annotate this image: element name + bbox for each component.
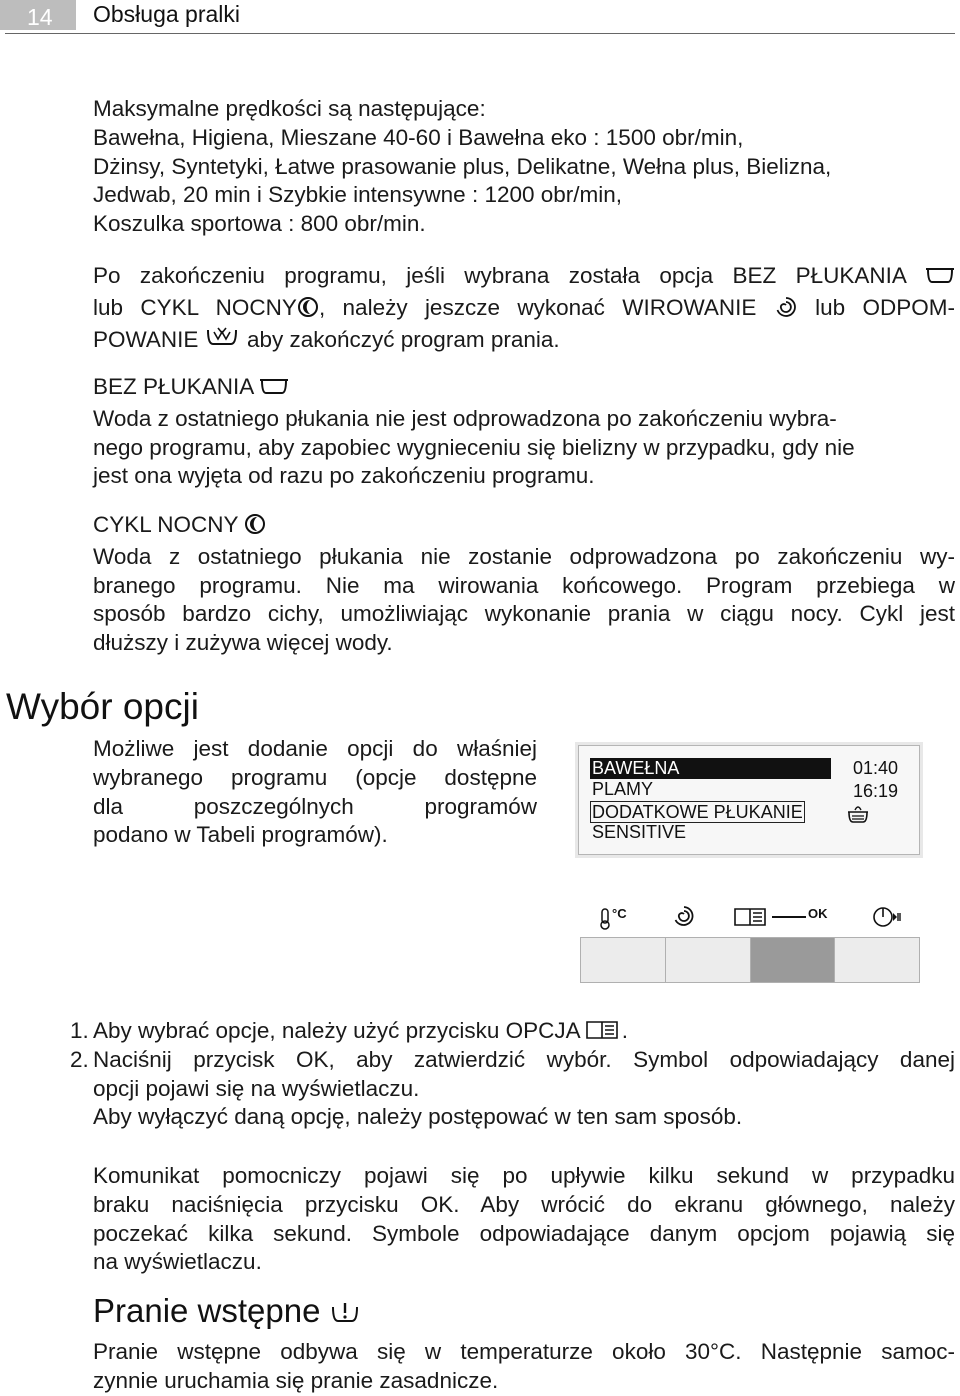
list-number: 2. [70, 1046, 89, 1072]
option-book-icon [586, 1019, 622, 1049]
step-line: Naciśnij przycisk OK, aby zatwierdzić wybór. Symbol odpowiadający danej [93, 1046, 955, 1072]
display-line-focused: DODATKOWE PŁUKANIE [592, 802, 803, 822]
no-rinse-line: Woda z ostatniego płukania nie jest odprowadzona po zakończeniu wybra- [93, 405, 837, 431]
finish-line-3 [93, 326, 955, 358]
control-buttons [580, 937, 920, 983]
start-pause-button[interactable] [835, 938, 919, 982]
no-rinse-icon [925, 264, 955, 294]
options-intro-line: wybranego programu (opcje dostępne [93, 764, 537, 790]
list-item [0, 1017, 960, 1046]
finish-text: POWANIE [93, 326, 199, 352]
page-number: 14 [0, 0, 76, 30]
spin-button[interactable] [666, 938, 751, 982]
step-text: Aby wybrać opcje, należy użyć przycisku OPCJA [93, 1018, 580, 1043]
options-intro-line: Możliwe jest dodanie opcji do właśniej [93, 736, 537, 761]
helper-line: braku naciśnięcia przycisku OK. Aby wrócić do ekranu głównego, należy [93, 1191, 955, 1217]
night-line: dłuższy i zużywa więcej wody. [93, 630, 393, 656]
speeds-paragraph [93, 95, 955, 239]
finish-text: , należy jeszcze wykonać WIROWANIE [318, 294, 757, 320]
prewash-heading [93, 1292, 360, 1333]
finish-text: Po zakończeniu programu, jeśli wybrana została opcja BEZ PŁUKANIA [93, 263, 906, 288]
night-line: Woda z ostatniego płukania nie zostanie odprowadzona po zakończeniu wy- [93, 543, 955, 569]
helper-paragraph [93, 1162, 955, 1277]
night-line: branego programu. Nie ma wirowania końcowego. Program przebiega w [93, 572, 955, 598]
appliance-display [578, 745, 920, 855]
night-cycle-icon [297, 296, 319, 326]
step-2-text [93, 1046, 955, 1132]
step-suffix: . [621, 1018, 628, 1043]
speeds-line: Jedwab, 20 min i Szybkie intensywne : 1200 obr/min, [93, 182, 623, 208]
night-section [93, 511, 955, 658]
option-book-icon [734, 907, 770, 932]
night-title-text: CYKL NOCNY [93, 512, 239, 537]
ok-label: OK [808, 906, 828, 921]
display-line: PLAMY [592, 779, 654, 799]
no-rinse-section [93, 373, 955, 491]
finish-line-2 [93, 294, 955, 326]
finish-text: lub ODPOM- [815, 294, 955, 320]
spin-icon [774, 296, 798, 326]
header-divider [5, 33, 955, 34]
display-time: 16:19 [853, 781, 899, 801]
no-rinse-title-text: BEZ PŁUKANIA [93, 374, 254, 399]
finish-text: lub CYKL NOCNY [93, 294, 297, 320]
steps-list [0, 1017, 960, 1132]
prewash-paragraph [93, 1338, 955, 1396]
options-intro-line: dla poszczególnych programów [93, 793, 537, 819]
step-line: Aby wyłączyć daną opcję, należy postępować w ten sam sposób. [93, 1104, 743, 1130]
finish-line-1 [93, 262, 955, 294]
extra-rinse-icon [847, 804, 869, 829]
ok-connector [772, 916, 806, 918]
display-time: 01:40 [853, 758, 899, 778]
display-line-selected: BAWEŁNA [590, 758, 831, 779]
prewash-icon [330, 1295, 360, 1333]
thermometer-icon [599, 908, 611, 935]
helper-line: Komunikat pomocniczy pojawi się po upływie kilku sekund w przypadku [93, 1163, 955, 1188]
speeds-line: Maksymalne prędkości są następujące: [93, 96, 486, 121]
speeds-line: Koszulka sportowa : 800 obr/min. [93, 211, 426, 237]
finish-text: aby zakończyć program prania. [246, 326, 560, 352]
start-pause-icon [872, 905, 902, 934]
options-heading: Wybór opcji [6, 686, 199, 727]
night-cycle-icon [244, 513, 266, 543]
night-line: sposób bardzo cichy, umożliwiając wykonanie prania w ciągu nocy. Cykl jest [93, 601, 955, 627]
header-title: Obsługa pralki [93, 1, 241, 27]
speeds-line: Dżinsy, Syntetyki, Łatwe prasowanie plus, Delikatne, Wełna plus, Bielizna, [93, 153, 832, 179]
step-line: opcji pojawi się na wyświetlaczu. [93, 1075, 420, 1101]
finish-paragraph [93, 262, 955, 357]
speeds-line: Bawełna, Higiena, Mieszane 40-60 i Bawełna eko : 1500 obr/min, [93, 124, 744, 150]
prewash-line: zynnie uruchamia się pranie zasadnicze. [93, 1367, 499, 1393]
drain-icon [205, 326, 241, 358]
options-intro-line: podano w Tabeli programów). [93, 822, 388, 848]
step-1-text [93, 1017, 628, 1049]
options-intro [93, 735, 537, 850]
no-rinse-line: nego programu, aby zapobiec wygnieceniu się bielizny w przypadku, gdy nie [93, 434, 855, 460]
no-rinse-line: jest ona wyjęta od razu po zakończeniu programu. [93, 463, 595, 489]
display-line: SENSITIVE [592, 822, 687, 842]
helper-line: na wyświetlaczu. [93, 1249, 262, 1275]
list-number: 1. [70, 1018, 89, 1043]
helper-line: poczekać kilka sekund. Symbole odpowiadające danym opcjom pojawią się [93, 1220, 955, 1246]
temperature-button[interactable] [581, 938, 666, 982]
list-item [0, 1046, 960, 1132]
prewash-heading-text: Pranie wstępne [93, 1292, 321, 1329]
no-rinse-title [93, 373, 955, 405]
option-button[interactable] [751, 938, 836, 982]
prewash-line: Pranie wstępne odbywa się w temperaturze około 30°C. Następnie samoc- [93, 1339, 955, 1364]
temperature-label: °C [612, 906, 627, 921]
no-rinse-icon [259, 375, 289, 405]
spin-icon [672, 905, 696, 934]
night-title [93, 511, 955, 543]
